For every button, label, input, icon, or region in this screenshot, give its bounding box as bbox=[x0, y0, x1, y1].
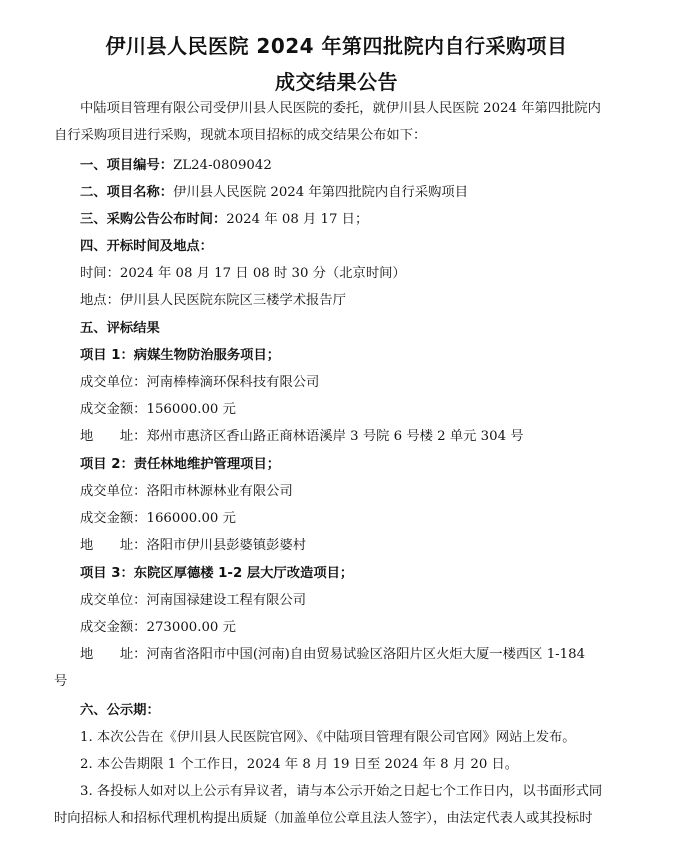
project-1-unit: 成交单位：河南棒棒滴环保科技有限公司 bbox=[80, 375, 320, 390]
project-3-address-line2: 号 bbox=[54, 674, 68, 689]
section-label: 二、项目名称： bbox=[80, 185, 174, 200]
opening-time: 时间：2024 年 08 月 17 日 08 时 30 分（北京时间） bbox=[80, 266, 406, 281]
project-1-amount: 成交金额：156000.00 元 bbox=[80, 402, 236, 417]
opening-place: 地点：伊川县人民医院东院区三楼学术报告厅 bbox=[80, 293, 346, 308]
project-2-title: 项目 2：责任林地维护管理项目； bbox=[80, 457, 281, 472]
section-publish-time bbox=[80, 211, 368, 229]
publish-time-value: 2024 年 08 月 17 日； bbox=[226, 212, 369, 227]
publicity-item-3-line1: 3. 各投标人如对以上公示有异议者，请与本公示开始之日起七个工作日内，以书面形式同 bbox=[80, 784, 603, 799]
section-project-name bbox=[80, 184, 468, 202]
section-results-heading: 五、评标结果 bbox=[80, 321, 160, 336]
page-title: 伊川县人民医院 2024 年第四批院内自行采购项目 bbox=[105, 34, 568, 58]
project-name-value: 伊川县人民医院 2024 年第四批院内自行采购项目 bbox=[173, 185, 469, 200]
project-2-address: 地 址：洛阳市伊川县彭婆镇彭婆村 bbox=[80, 538, 307, 553]
project-2-amount: 成交金额：166000.00 元 bbox=[80, 511, 236, 526]
section-label: 三、采购公告公布时间： bbox=[80, 212, 227, 227]
section-label: 一、项目编号： bbox=[80, 158, 174, 173]
section-publicity-heading: 六、公示期： bbox=[80, 703, 160, 718]
project-2-unit: 成交单位：洛阳市林源林业有限公司 bbox=[80, 484, 293, 499]
project-number-value: ZL24-0809042 bbox=[173, 158, 272, 173]
publicity-item-3-line2: 时向招标人和招标代理机构提出质疑（加盖单位公章且法人签字），由法定代表人或其投标时 bbox=[54, 811, 593, 826]
project-1-title: 项目 1：病媒生物防治服务项目； bbox=[80, 348, 281, 363]
project-3-title: 项目 3：东院区厚德楼 1-2 层大厅改造项目； bbox=[80, 566, 354, 581]
page-subtitle: 成交结果公告 bbox=[275, 70, 398, 94]
project-3-unit: 成交单位：河南国禄建设工程有限公司 bbox=[80, 593, 307, 608]
intro-paragraph-line1: 中陆项目管理有限公司受伊川县人民医院的委托，就伊川县人民医院 2024 年第四批院内 bbox=[80, 101, 601, 116]
section-opening-heading: 四、开标时间及地点： bbox=[80, 239, 213, 254]
publicity-item-1: 1. 本次公告在《伊川县人民医院官网》、《中陆项目管理有限公司官网》网站上发布。 bbox=[80, 730, 576, 745]
project-3-address-line1: 地 址：河南省洛阳市中国(河南)自由贸易试验区洛阳片区火炬大厦一楼西区 1-184 bbox=[80, 647, 586, 662]
project-1-address: 地 址：郑州市惠济区香山路正商林语溪岸 3 号院 6 号楼 2 单元 304 号 bbox=[80, 429, 524, 444]
publicity-item-2: 2. 本公告期限 1 个工作日，2024 年 8 月 19 日至 2024 年 8 月 20 日。 bbox=[80, 757, 519, 772]
project-3-amount: 成交金额：273000.00 元 bbox=[80, 620, 236, 635]
intro-paragraph-line2: 自行采购项目进行采购，现就本项目招标的成交结果公布如下： bbox=[54, 128, 427, 143]
section-project-number bbox=[80, 157, 272, 175]
